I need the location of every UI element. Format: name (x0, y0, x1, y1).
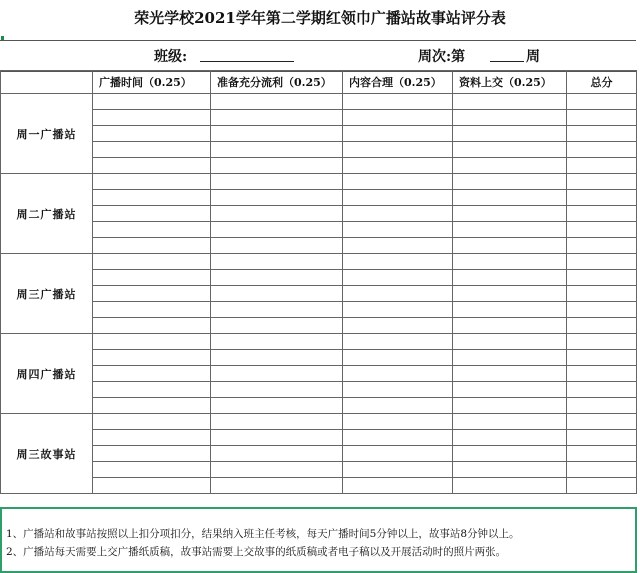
station-label: 周四广播站 (1, 334, 93, 414)
table-row (1, 334, 637, 350)
score-cell[interactable] (343, 446, 453, 462)
score-cell[interactable] (93, 382, 211, 398)
score-cell[interactable] (453, 302, 567, 318)
table-row (1, 366, 637, 382)
score-cell[interactable] (211, 398, 343, 414)
station-label: 周二广播站 (1, 174, 93, 254)
score-cell[interactable] (93, 366, 211, 382)
score-cell[interactable] (93, 286, 211, 302)
header-materials: 资料上交（0.25） (453, 71, 567, 94)
table-row (1, 478, 637, 494)
table-row (1, 158, 637, 174)
score-cell[interactable] (93, 94, 211, 110)
score-cell[interactable] (343, 366, 453, 382)
table-row (1, 270, 637, 286)
score-cell[interactable] (453, 286, 567, 302)
table-row (1, 126, 637, 142)
table-row (1, 254, 637, 270)
station-label: 周三广播站 (1, 254, 93, 334)
score-cell[interactable] (211, 334, 343, 350)
score-cell[interactable] (211, 382, 343, 398)
score-cell[interactable] (93, 430, 211, 446)
score-cell[interactable] (93, 222, 211, 238)
note-2: 2、广播站每天需要上交广播纸质稿，故事站需要上交故事的纸质稿或者电子稿以及开展活动时的照片两张。 (6, 546, 507, 558)
score-cell[interactable] (211, 142, 343, 158)
score-cell[interactable] (343, 270, 453, 286)
score-cell[interactable] (211, 318, 343, 334)
score-cell[interactable] (567, 94, 637, 110)
score-cell[interactable] (211, 206, 343, 222)
table-row (1, 222, 637, 238)
table-row (1, 286, 637, 302)
table-row (1, 430, 637, 446)
score-cell[interactable] (93, 462, 211, 478)
table-header-row (1, 71, 637, 94)
header-total: 总分 (567, 71, 637, 94)
score-cell[interactable] (343, 190, 453, 206)
score-cell[interactable] (453, 366, 567, 382)
score-cell[interactable] (93, 190, 211, 206)
score-cell[interactable] (453, 222, 567, 238)
table-row (1, 94, 637, 110)
score-cell[interactable] (567, 286, 637, 302)
score-cell[interactable] (343, 254, 453, 270)
score-cell[interactable] (453, 430, 567, 446)
table-row (1, 318, 637, 334)
score-cell[interactable] (93, 334, 211, 350)
station-label: 周一广播站 (1, 94, 93, 174)
score-cell[interactable] (211, 302, 343, 318)
table-row (1, 110, 637, 126)
score-cell[interactable] (453, 318, 567, 334)
score-cell[interactable] (453, 398, 567, 414)
table-row (1, 446, 637, 462)
score-cell[interactable] (343, 350, 453, 366)
score-cell[interactable] (211, 286, 343, 302)
score-cell[interactable] (211, 414, 343, 430)
score-cell[interactable] (93, 142, 211, 158)
score-cell[interactable] (93, 302, 211, 318)
score-cell[interactable] (343, 222, 453, 238)
score-cell[interactable] (567, 382, 637, 398)
score-cell[interactable] (453, 446, 567, 462)
score-cell[interactable] (567, 462, 637, 478)
header-content: 内容合理（0.25） (343, 71, 453, 94)
table-row (1, 206, 637, 222)
score-cell[interactable] (453, 158, 567, 174)
score-cell[interactable] (211, 462, 343, 478)
score-cell[interactable] (211, 366, 343, 382)
score-cell[interactable] (93, 254, 211, 270)
score-cell[interactable] (567, 350, 637, 366)
station-label: 周三故事站 (1, 414, 93, 494)
score-cell[interactable] (211, 270, 343, 286)
note-1: 1、广播站和故事站按照以上扣分项扣分，结果纳入班主任考核，每天广播时间5分钟以上，故事站8分钟以上。 (6, 528, 520, 540)
score-cell[interactable] (343, 478, 453, 494)
score-cell[interactable] (567, 158, 637, 174)
week-label: 周次:第 (418, 49, 466, 65)
score-cell[interactable] (453, 254, 567, 270)
score-cell[interactable] (343, 142, 453, 158)
class-blank-line[interactable] (200, 61, 294, 62)
score-cell[interactable] (343, 334, 453, 350)
sheet-title: 荣光学校2021学年第二学期红领巾广播站故事站评分表 (134, 9, 506, 27)
score-cell[interactable] (93, 350, 211, 366)
score-cell[interactable] (453, 334, 567, 350)
score-cell[interactable] (567, 222, 637, 238)
score-cell[interactable] (343, 238, 453, 254)
score-cell[interactable] (567, 206, 637, 222)
table-row (1, 414, 637, 430)
score-cell[interactable] (343, 174, 453, 190)
score-cell[interactable] (453, 190, 567, 206)
score-cell[interactable] (343, 462, 453, 478)
table-row (1, 190, 637, 206)
score-cell[interactable] (343, 110, 453, 126)
score-cell[interactable] (567, 334, 637, 350)
score-cell[interactable] (453, 414, 567, 430)
score-cell[interactable] (93, 270, 211, 286)
score-cell[interactable] (93, 446, 211, 462)
score-cell[interactable] (453, 382, 567, 398)
score-cell[interactable] (211, 158, 343, 174)
score-cell[interactable] (211, 94, 343, 110)
score-cell[interactable] (93, 318, 211, 334)
score-cell[interactable] (453, 350, 567, 366)
score-cell[interactable] (211, 254, 343, 270)
score-cell[interactable] (343, 318, 453, 334)
score-cell[interactable] (453, 270, 567, 286)
score-cell[interactable] (93, 126, 211, 142)
score-cell[interactable] (567, 190, 637, 206)
score-cell[interactable] (343, 414, 453, 430)
score-cell[interactable] (453, 110, 567, 126)
score-cell[interactable] (567, 142, 637, 158)
score-cell[interactable] (567, 174, 637, 190)
score-cell[interactable] (453, 462, 567, 478)
score-cell[interactable] (567, 398, 637, 414)
score-cell[interactable] (211, 190, 343, 206)
score-cell[interactable] (567, 126, 637, 142)
score-cell[interactable] (93, 206, 211, 222)
class-label: 班级: (154, 49, 188, 65)
score-cell[interactable] (93, 174, 211, 190)
score-cell[interactable] (567, 446, 637, 462)
score-cell[interactable] (567, 430, 637, 446)
score-cell[interactable] (93, 238, 211, 254)
score-cell[interactable] (567, 270, 637, 286)
score-cell[interactable] (93, 110, 211, 126)
score-table (0, 70, 637, 494)
week-blank-line[interactable] (490, 61, 524, 62)
table-row (1, 174, 637, 190)
table-row (1, 462, 637, 478)
score-cell[interactable] (343, 286, 453, 302)
score-cell[interactable] (453, 94, 567, 110)
table-row (1, 238, 637, 254)
score-cell[interactable] (211, 126, 343, 142)
subheader-row (0, 40, 636, 72)
score-cell[interactable] (343, 382, 453, 398)
score-cell[interactable] (343, 94, 453, 110)
score-cell[interactable] (93, 158, 211, 174)
score-cell[interactable] (567, 110, 637, 126)
score-cell[interactable] (93, 398, 211, 414)
score-cell[interactable] (343, 126, 453, 142)
table-body (1, 94, 637, 494)
score-cell[interactable] (211, 446, 343, 462)
table-row (1, 398, 637, 414)
header-blank-cell (1, 71, 93, 94)
score-cell[interactable] (211, 174, 343, 190)
score-cell[interactable] (453, 238, 567, 254)
score-cell[interactable] (453, 478, 567, 494)
score-cell[interactable] (211, 350, 343, 366)
score-cell[interactable] (453, 206, 567, 222)
score-cell[interactable] (343, 206, 453, 222)
score-cell[interactable] (343, 398, 453, 414)
score-cell[interactable] (567, 478, 637, 494)
score-cell[interactable] (211, 222, 343, 238)
table-row (1, 142, 637, 158)
score-cell[interactable] (343, 158, 453, 174)
score-cell[interactable] (93, 478, 211, 494)
score-cell[interactable] (343, 302, 453, 318)
score-cell[interactable] (211, 430, 343, 446)
table-row (1, 382, 637, 398)
score-cell[interactable] (567, 318, 637, 334)
score-cell[interactable] (211, 238, 343, 254)
score-cell[interactable] (567, 254, 637, 270)
score-cell[interactable] (567, 302, 637, 318)
score-cell[interactable] (567, 414, 637, 430)
score-cell[interactable] (343, 430, 453, 446)
score-cell[interactable] (211, 110, 343, 126)
score-cell[interactable] (453, 174, 567, 190)
score-cell[interactable] (93, 414, 211, 430)
notes-box (0, 507, 637, 573)
week-suffix: 周 (526, 49, 540, 65)
header-preparation: 准备充分流利（0.25） (211, 71, 343, 94)
score-cell[interactable] (567, 366, 637, 382)
score-cell[interactable] (453, 142, 567, 158)
score-cell[interactable] (211, 478, 343, 494)
table-row (1, 350, 637, 366)
header-broadcast-time: 广播时间（0.25） (93, 71, 211, 94)
score-cell[interactable] (453, 126, 567, 142)
score-cell[interactable] (567, 238, 637, 254)
table-row (1, 302, 637, 318)
